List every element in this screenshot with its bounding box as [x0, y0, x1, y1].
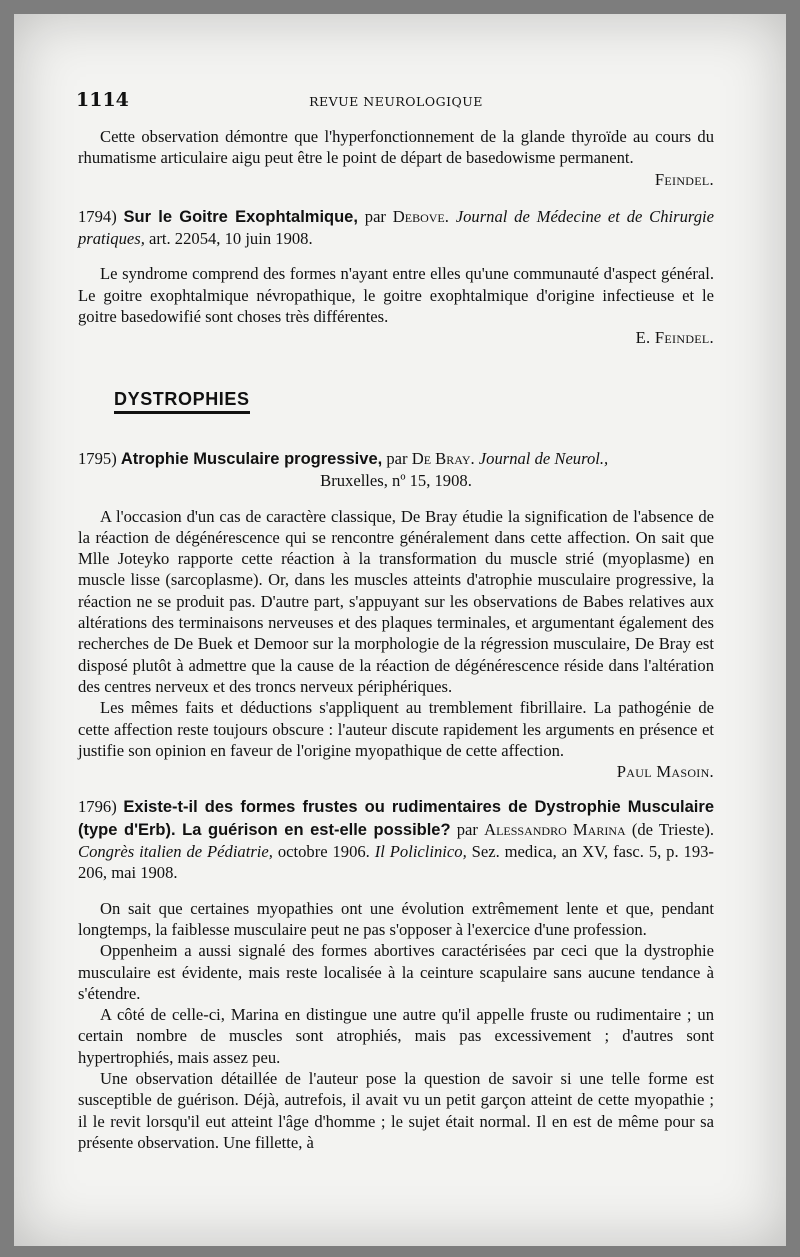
article-body — [78, 126, 714, 1153]
entry-1794-ref: art. 22054, 10 juin 1908. — [149, 229, 313, 249]
entry-1794 — [78, 206, 714, 349]
entry-1794-source: Journal de Médecine et de Chirurgie pratiques, — [78, 206, 714, 249]
entry-1796-title: Existe-t-il des formes frustes ou rudimentaires de Dystrophie Musculaire (type d'Erb). La guérison en est-elle possible? — [78, 798, 714, 839]
entry-1794-signature: E. Feindel. — [635, 328, 714, 348]
entry-1796-paragraph: Oppenheim a aussi signalé des formes abortives caractérisées par ceci que la dystrophie musculaire est évidente, mais reste localisée à la ceinture scapulaire sans aucune tendance à s'étendre. — [78, 941, 714, 1003]
entry-1796-paragraph: A côté de celle-ci, Marina en distingue une autre qu'il appelle fruste ou rudimentaire ; un certain nombre de muscles sont atrophiés, mais pas excessivement ; d'autres sont hypertrophiés, mais assez peu. — [78, 1005, 714, 1067]
section-heading: DYSTROPHIES — [114, 389, 250, 414]
entry-1794-by: par — [364, 206, 386, 226]
entry-1795-paragraph: A l'occasion d'un cas de caractère classique, De Bray étudie la signification de l'absence de la réaction de dégénérescence qui se rencontre généralement dans cette affection. On sait que Mlle Joteyko rapporte cette réaction à la transformation du muscle strié (myoplasme) en muscle lisse (sarcoplasme). Or, dans les muscles atteints d'atrophie musculaire progressive, la réaction ne se produit pas. D'autre part, s'appuyant sur les observations de Babes relatives aux altérations des terminaisons nerveuses et des plaques terminales, et argumentant également des recherches de De Buek et Demoor sur la morphologie de la régression musculaire, De Bray est disposé plutôt à admettre que la cause de la réaction de dégénérescence réside dans l'altération des centres nerveux et des troncs nerveux périphériques. — [78, 506, 714, 696]
entry-1794-heading — [78, 206, 714, 250]
entry-1796-by: par — [456, 819, 478, 839]
entry-1794-body: Le syndrome comprend des formes n'ayant entre elles qu'une communauté d'aspect général. Le goitre exophtalmique névropathique, le goitre exophtalmique d'origine infectieuse et le goitre basedowifié sont choses très différentes. — [78, 264, 714, 327]
scanned-page — [14, 14, 786, 1246]
entry-1795-paragraph: Les mêmes faits et déductions s'appliquent au tremblement fibrillaire. La pathogénie de cette affection reste toujours obscure : l'auteur discute rapidement les arguments en présence et justifie son opinion en faveur de l'origine myopathique de cette affection. — [78, 698, 714, 760]
entry-1794-number: 1794) — [78, 206, 117, 226]
entry-1796-ref: octobre 1906. — [277, 842, 370, 862]
entry-1796-author: Alessandro Marina — [484, 819, 626, 839]
page-number: 1114 — [76, 89, 129, 111]
entry-1795-by: par — [386, 448, 408, 468]
intro-block — [78, 126, 714, 190]
intro-paragraph: Cette observation démontre que l'hyperfonctionnement de la glande thyroïde au cours du rhumatisme articulaire aigu peut être le point de départ de basedowisme permanent. — [78, 127, 714, 168]
entry-1795-title: Atrophie Musculaire progressive, — [120, 449, 383, 468]
entry-1796-paragraph: Une observation détaillée de l'auteur pose la question de savoir si une telle forme est susceptible de guérison. Déjà, autrefois, il avait vu un petit garçon atteint de cette myopathie ; il le revit lorsqu'il eut atteint l'âge d'homme ; le sujet était normal. Il en est de même pour sa présente observation. Une fillette, à — [78, 1068, 714, 1152]
entry-1795-number: 1795) — [78, 448, 117, 468]
entry-1795-source: Journal de Neurol., — [478, 448, 609, 468]
entry-1795 — [78, 448, 714, 782]
entry-1796-heading — [78, 796, 714, 883]
entry-1796-number: 1796) — [78, 797, 117, 817]
entry-1795-heading — [78, 448, 714, 492]
entry-1794-title: Sur le Goitre Exophtalmique, — [123, 207, 358, 226]
entry-1796 — [78, 796, 714, 1153]
entry-1795-ref: Bruxelles, nº 15, 1908. — [320, 471, 472, 491]
entry-1796-author-location: (de Trieste). — [631, 819, 715, 839]
journal-title: REVUE NEUROLOGIQUE — [309, 94, 483, 109]
entry-1795-signature: Paul Masoin. — [616, 762, 714, 782]
intro-signature: Feindel. — [654, 169, 714, 189]
running-header — [76, 89, 716, 113]
entry-1796-source-2: Il Policlinico, — [374, 842, 467, 862]
entry-1796-paragraph: On sait que certaines myopathies ont une évolution extrêmement lente et que, pendant longtemps, la faiblesse musculaire peut ne pas s'opposer à l'exercice d'une profession. — [78, 898, 714, 939]
entry-1796-ref-2: Sez. medica, an XV, fasc. 5, p. 193-206, mai 1908. — [78, 842, 714, 883]
entry-1796-source: Congrès italien de Pédiatrie, — [78, 842, 273, 862]
entry-1795-author: De Bray. — [411, 448, 475, 468]
entry-1794-author: Debove. — [392, 206, 449, 226]
